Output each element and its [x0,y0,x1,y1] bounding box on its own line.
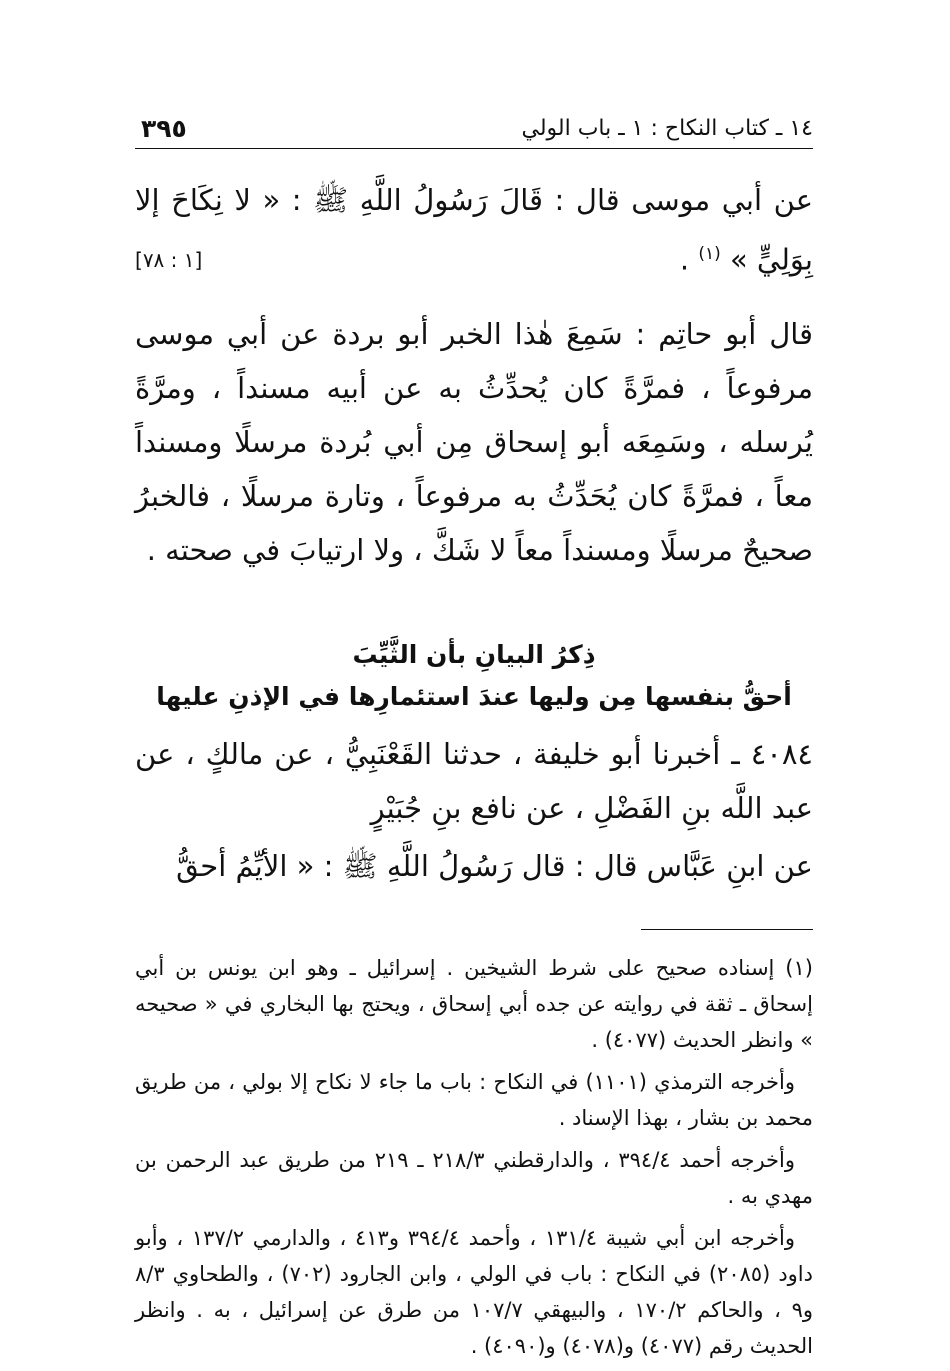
footnote-1-paragraph-3: وأخرجه أحمد ٣٩٤/٤ ، والدارقطني ٢١٨/٣ ـ ٢١٩ من طريق عبد الرحمن بن مهدي به . [135,1147,813,1208]
chapter-heading-line1: ذِكرُ البيانِ بأن الثَّيِّبَ [352,639,596,669]
footnote-divider [641,929,813,930]
isnad-chain: ٤٠٨٤ ـ أخبرنا أبو خليفة ، حدثنا القَعْنَبِيُّ ، عن مالكٍ ، عن عبد اللَّه بنِ الفَضْلِ ، عن نافع بنِ جُبَيْرٍ [135,736,813,825]
commentary-paragraph: قال أبو حاتِم : سَمِعَ هٰذا الخبر أبو بردة عن أبي موسى مرفوعاً ، فمرَّةً كان يُحدِّثُ به عن أبيه مسنداً ، ومرَّةً يُرسله ، وسَمِعَه أبو إسحاق مِن أبي بُردة مرسلًا ومسنداً معاً ، فمرَّةً كان يُحَدِّثُ به مرفوعاً ، وتارة مرسلًا ، فالخبرُ صحيحٌ مرسلًا ومسنداً معاً لا شَكَّ ، ولا ارتيابَ في صحته . [135,316,813,567]
hadith-text-2: عن ابنِ عَبَّاس قال : قال رَسُولُ اللَّهِ ﷺ : « الأيِّمُ أحقُّ [176,848,813,883]
hadith-text [135,173,813,287]
running-title: ١٤ ـ كتاب النكاح : ١ ـ باب الولي [521,116,813,141]
hadith-reference: [١ : ٧٨] [135,248,203,272]
chapter-heading-line2: أحقُّ بنفسها مِن وليها عندَ استئمارِها في الإذنِ عليها [156,681,792,711]
footnote-1-paragraph-2: وأخرجه الترمذي (١١٠١) في النكاح : باب ما جاء لا نكاح إلا بولي ، من طريق محمد بن بشار ، بهذا الإسناد . [135,1069,813,1130]
page-number: ٣٩٥ [141,114,187,143]
hadith-matn: عن أبي موسى قال : قَالَ رَسُولُ اللَّهِ ﷺ : « لا نِكَاحَ إلا بِوَلِيٍّ » [135,183,813,277]
running-head [135,112,813,149]
footnotes [135,950,813,1364]
hadith-end: . [679,242,699,277]
footnote-1-paragraph-4: وأخرجه ابن أبي شيبة ١٣١/٤ ، وأحمد ٣٩٤/٤ و٤١٣ ، والدارمي ١٣٧/٢ ، وأبو داود (٢٠٨٥) في النكاح : باب في الولي ، وابن الجارود (٧٠٢) ، والطحاوي ٨/٣ و٩ ، والحاكم ١٧٠/٢ ، والبيهقي ١٠٧/٧ من طرق عن إسرائيل ، به . وانظر الحديث رقم (٤٠٧٧) و(٤٠٧٨) و(٤٠٩٠) . [135,1225,813,1358]
book-page [135,112,813,1370]
footnote-marker: (١) [698,244,721,264]
chapter-heading [135,635,813,719]
footnote-1: (١) إسناده صحيح على شرط الشيخين . إسرائيل ـ وهو ابن يونس بن أبي إسحاق ـ ثقة في روايته عن جده أبي إسحاق ، ويحتج بها البخاري في « صحيحه » وانظر الحديث (٤٠٧٧) . [135,955,813,1052]
